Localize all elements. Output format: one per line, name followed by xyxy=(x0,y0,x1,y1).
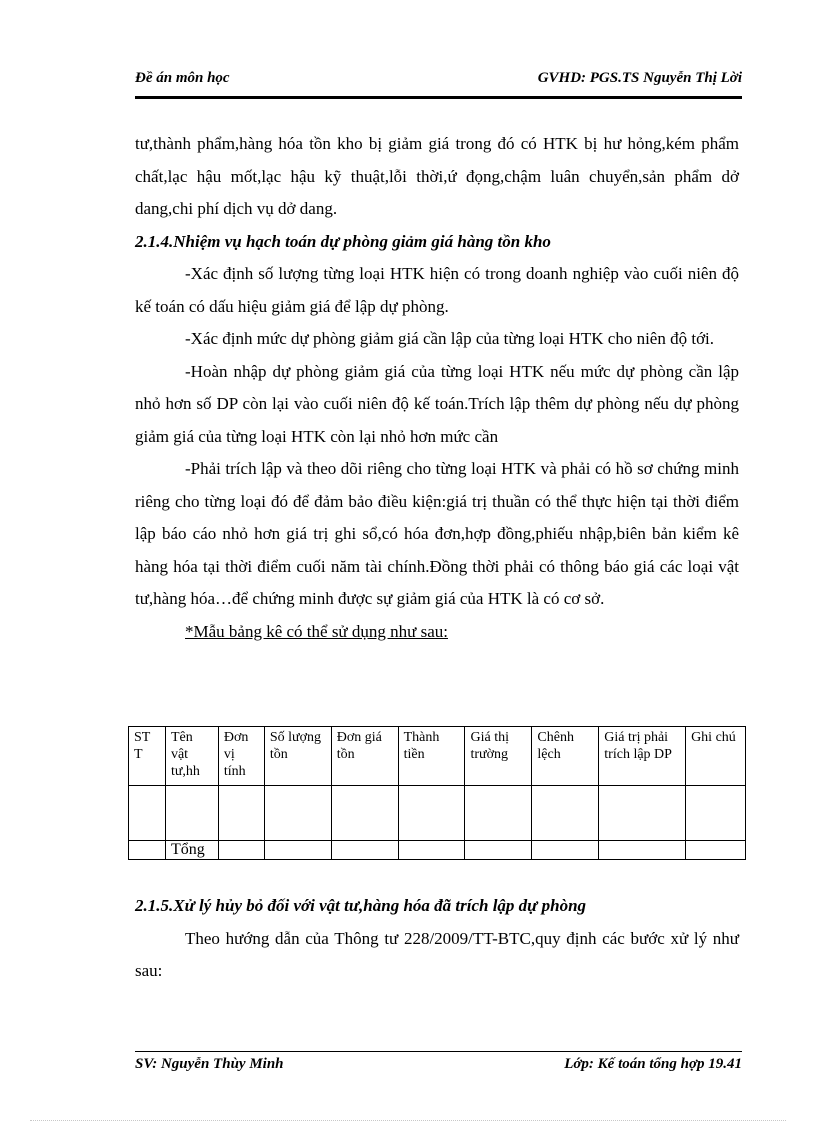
section-heading-2-1-5: 2.1.5.Xử lý hủy bỏ đối với vật tư,hàng hóa đã trích lập dự phòng xyxy=(135,896,587,915)
table-cell xyxy=(218,786,264,841)
col-header-stt: ST T xyxy=(129,727,166,786)
col-header-notes: Ghi chú xyxy=(686,727,746,786)
table-cell xyxy=(129,786,166,841)
inventory-provision-table xyxy=(128,726,746,860)
table-cell xyxy=(465,841,532,860)
col-header-item-name: Tên vật tư,hh xyxy=(165,727,218,786)
col-header-unit-price: Đơn giá tồn xyxy=(331,727,398,786)
paragraph-continuation: tư,thành phẩm,hàng hóa tồn kho bị giảm giá trong đó có HTK bị hư hỏng,kém phẩm chất,lạc hậu mốt,lạc hậu kỹ thuật,lỗi thời,ứ đọng,chậm luân chuyển,sản phẩm dở dang,chi phí dịch vụ dở dang. xyxy=(135,134,739,218)
table-total-row xyxy=(129,841,746,860)
footer-divider xyxy=(135,1051,742,1052)
table-cell xyxy=(398,841,465,860)
footer-class: Lớp: Kế toán tổng hợp 19.41 xyxy=(564,1056,742,1072)
table-cell xyxy=(331,841,398,860)
paragraph-task-1: -Xác định số lượng từng loại HTK hiện có trong doanh nghiệp vào cuối niên độ kế toán có dấu hiệu giảm giá để lập dự phòng. xyxy=(135,264,739,316)
table-cell xyxy=(398,786,465,841)
header-course-title: Đề án môn học xyxy=(135,70,230,86)
table-cell xyxy=(532,786,599,841)
table-cell xyxy=(532,841,599,860)
footer-student-name: SV: Nguyễn Thùy Minh xyxy=(135,1056,284,1072)
section-heading-2-1-4: 2.1.4.Nhiệm vụ hạch toán dự phòng giảm giá hàng tồn kho xyxy=(135,231,551,251)
paragraph-task-3: -Hoàn nhập dự phòng giảm giá của từng loại HTK nếu mức dự phòng cần lập nhỏ hơn số DP còn lại vào cuối niên độ kế toán.Trích lập thêm dự phòng nếu dự phòng giảm giá của từng loại HTK còn lại nhỏ hơn mức cần xyxy=(135,361,739,446)
col-header-difference: Chênh lệch xyxy=(532,727,599,786)
table-cell xyxy=(599,786,686,841)
main-content xyxy=(135,128,739,648)
paragraph-task-4: -Phải trích lập và theo dõi riêng cho từng loại HTK và phải có hồ sơ chứng minh riêng cho từng loại đó để đảm bảo điều kiện:giá trị thuần có thể thực hiện tại thời điểm lập báo cáo nhỏ hơn giá trị ghi sổ,có hóa đơn,hợp đồng,phiếu nhập,biên bản kiểm kê hàng hóa tại thời điểm cuối năm tài chính.Đồng thời phải có thông báo giá các loại vật tư,hàng hóa…để chứng minh được sự giảm giá của HTK là có cơ sở. xyxy=(135,459,739,608)
table-cell xyxy=(129,841,166,860)
table-cell xyxy=(331,786,398,841)
total-label: Tổng xyxy=(165,841,218,860)
table-cell xyxy=(465,786,532,841)
header-divider xyxy=(135,96,742,99)
col-header-market-price: Giá thị trường xyxy=(465,727,532,786)
col-header-quantity: Số lượng tồn xyxy=(264,727,331,786)
col-header-unit: Đơn vị tính xyxy=(218,727,264,786)
table-cell xyxy=(264,786,331,841)
table-cell xyxy=(218,841,264,860)
table-cell xyxy=(686,841,746,860)
table-caption: *Mẫu bảng kê có thể sử dụng như sau: xyxy=(185,621,448,641)
table-cell xyxy=(165,786,218,841)
col-header-provision-value: Giá trị phải trích lập DP xyxy=(599,727,686,786)
header-supervisor: GVHD: PGS.TS Nguyễn Thị Lời xyxy=(537,70,742,86)
table-header-row xyxy=(129,727,746,786)
table-cell xyxy=(686,786,746,841)
table-cell xyxy=(599,841,686,860)
section-2-1-5 xyxy=(135,890,739,988)
table-cell xyxy=(264,841,331,860)
paragraph-task-2: -Xác định mức dự phòng giảm giá cần lập của từng loại HTK cho niên độ tới. xyxy=(185,329,715,348)
paragraph-guidance: Theo hướng dẫn của Thông tư 228/2009/TT-BTC,quy định các bước xử lý như sau: xyxy=(135,928,739,980)
col-header-amount: Thành tiền xyxy=(398,727,465,786)
page-bottom-border xyxy=(30,1120,786,1121)
table-row xyxy=(129,786,746,841)
